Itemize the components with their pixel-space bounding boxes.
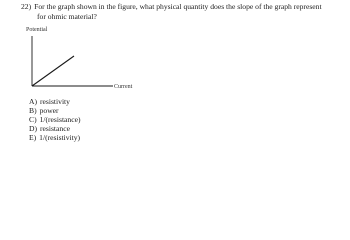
choice-b [29,106,81,115]
question-line-1: For the graph shown in the figure, what physical quantity does the slope of the graph represent [34,2,322,11]
question-number: 22) [21,2,32,11]
question-text [21,2,346,21]
choice-e-letter: E) [29,133,37,143]
graph-figure [26,27,156,97]
choice-c-letter: C) [29,115,37,125]
choice-a-letter: A) [29,97,38,106]
choice-a [29,97,81,106]
choice-d [29,124,81,133]
choice-c [29,115,81,124]
graph-svg [26,27,156,97]
x-axis-label: Current [114,84,133,90]
choice-b-text: power [39,106,59,116]
choice-b-letter: B) [29,106,37,116]
choice-d-text: resistance [40,124,70,134]
answer-choices [29,97,81,142]
choice-e [29,133,81,142]
linear-graph-line [32,56,74,86]
choice-c-text: 1/(resistance) [39,115,81,125]
choice-a-text: resistivity [40,97,70,106]
choice-d-letter: D) [29,124,38,134]
y-axis-label: Potential [26,27,48,33]
choice-e-text: 1/(resistivity) [39,133,81,143]
question-line-2: for ohmic material? [37,11,97,21]
